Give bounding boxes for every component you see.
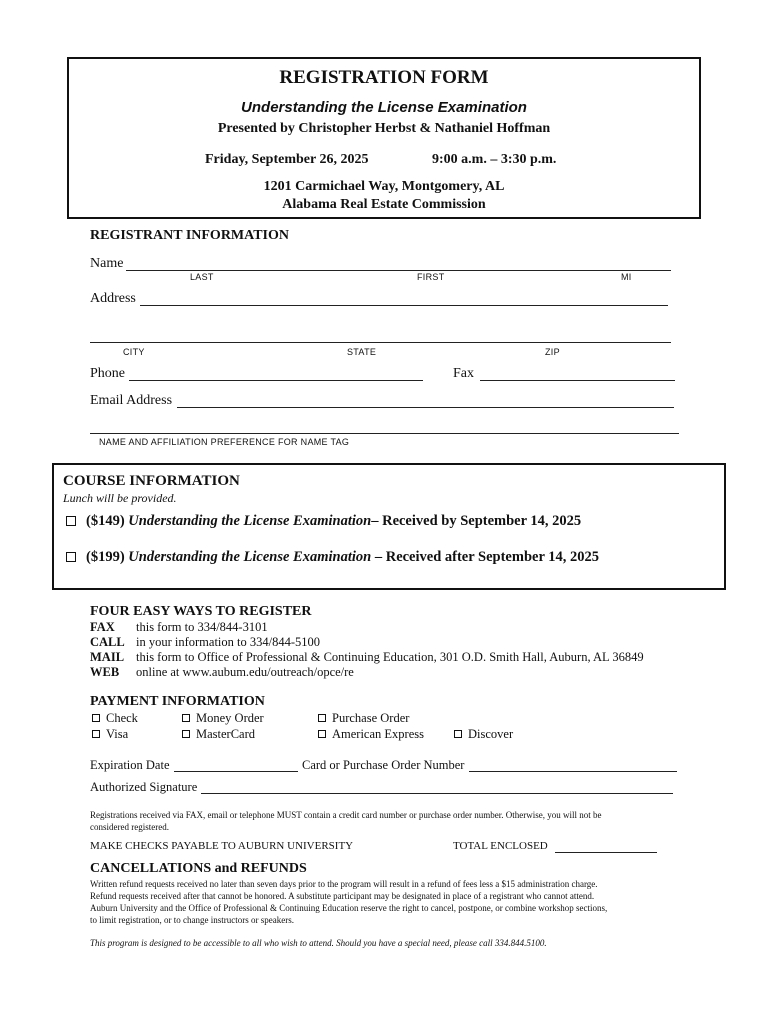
payment-amex[interactable]: American Express xyxy=(318,727,424,742)
expiration-field[interactable] xyxy=(174,771,298,772)
state-caption: STATE xyxy=(347,347,377,357)
phone-field[interactable] xyxy=(129,380,423,381)
signature-label: Authorized Signature xyxy=(90,780,198,794)
email-field[interactable] xyxy=(177,407,674,408)
total-enclosed-label: TOTAL ENCLOSED xyxy=(453,840,548,852)
address-field[interactable] xyxy=(140,305,668,306)
cancellation-line-1: Written refund requests received no later than seven days prior to the program will result in a refund of fees less a $15 administration charge. xyxy=(90,879,598,889)
payment-purchase-order[interactable]: Purchase Order xyxy=(318,711,409,726)
accessibility-note: This program is designed to be accessible to all who wish to attend. Should you have a special need, please call 334.844.5100. xyxy=(90,938,547,948)
checkbox-icon[interactable] xyxy=(92,714,100,722)
course-option-199[interactable]: ($199) Understanding the License Examination – Received after September 14, 2025 xyxy=(66,549,599,566)
method-fax-label: FAX xyxy=(90,620,115,634)
registrant-heading: REGISTRANT INFORMATION xyxy=(90,228,290,243)
payment-check[interactable]: Check xyxy=(92,711,138,726)
phone-label: Phone xyxy=(90,366,125,381)
event-time: 9:00 a.m. – 3:30 p.m. xyxy=(432,152,557,167)
fax-field[interactable] xyxy=(480,380,675,381)
payment-note: Registrations received via FAX, email or telephone MUST contain a credit card number or purchase order number. Otherwise, you will not be xyxy=(90,810,602,820)
lunch-note: Lunch will be provided. xyxy=(63,491,177,505)
checkbox-icon[interactable] xyxy=(66,552,76,562)
course-box xyxy=(52,463,726,590)
mi-caption: MI xyxy=(621,272,632,282)
city-state-zip-field[interactable] xyxy=(90,342,671,343)
method-call-label: CALL xyxy=(90,635,125,649)
course-subtitle: Understanding the License Examination xyxy=(241,99,527,116)
cancellation-line-2: Refund requests received after that cannot be honored. A substitute participant may be designated in place of a registrant who cannot attend. xyxy=(90,891,595,901)
course-heading: COURSE INFORMATION xyxy=(63,473,240,489)
method-web-text: online at www.aubum.edu/outreach/opce/re xyxy=(136,665,354,679)
nametag-caption: NAME AND AFFILIATION PREFERENCE FOR NAME TAG xyxy=(99,437,350,447)
cancellation-line-4: to limit registration, or to change instructors or speakers. xyxy=(90,915,294,925)
card-number-label: Card or Purchase Order Number xyxy=(302,758,465,772)
event-date: Friday, September 26, 2025 xyxy=(205,152,369,167)
payment-heading: PAYMENT INFORMATION xyxy=(90,694,265,709)
checkbox-icon[interactable] xyxy=(66,516,76,526)
address-label: Address xyxy=(90,291,136,306)
checkbox-icon[interactable] xyxy=(182,714,190,722)
checkbox-icon[interactable] xyxy=(182,730,190,738)
presenters: Presented by Christopher Herbst & Nathaniel Hoffman xyxy=(217,121,551,136)
expiration-label: Expiration Date xyxy=(90,758,170,772)
name-label: Name xyxy=(90,256,124,271)
checkbox-icon[interactable] xyxy=(318,714,326,722)
cancellations-heading: CANCELLATIONS and REFUNDS xyxy=(90,861,307,876)
payment-visa[interactable]: Visa xyxy=(92,727,128,742)
first-caption: FIRST xyxy=(417,272,445,282)
city-caption: CITY xyxy=(123,347,145,357)
venue-name: Alabama Real Estate Commission xyxy=(282,197,486,212)
total-enclosed-field[interactable] xyxy=(555,852,657,853)
checkbox-icon[interactable] xyxy=(92,730,100,738)
fax-label: Fax xyxy=(453,366,474,381)
name-field[interactable] xyxy=(126,270,671,271)
method-mail-label: MAIL xyxy=(90,650,125,664)
nametag-field[interactable] xyxy=(90,433,679,434)
venue-address: 1201 Carmichael Way, Montgomery, AL xyxy=(263,179,505,194)
method-mail-text: this form to Office of Professional & Continuing Education, 301 O.D. Smith Hall, Auburn, AL 36849 xyxy=(136,650,644,664)
payment-note-2: considered registered. xyxy=(90,822,169,832)
checkbox-icon[interactable] xyxy=(454,730,462,738)
method-call-text: in your information to 334/844-5100 xyxy=(136,635,321,649)
course-option-149[interactable]: ($149) Understanding the License Examination– Received by September 14, 2025 xyxy=(66,513,581,530)
email-label: Email Address xyxy=(90,393,173,408)
signature-field[interactable] xyxy=(201,793,673,794)
zip-caption: ZIP xyxy=(545,347,560,357)
method-fax-text: this form to 334/844-3101 xyxy=(136,620,268,634)
payment-discover[interactable]: Discover xyxy=(454,727,513,742)
cancellation-line-3: Auburn University and the Office of Professional & Continuing Education reserve the right to cancel, postpone, or combine workshop sections, xyxy=(90,903,608,913)
card-number-field[interactable] xyxy=(469,771,677,772)
register-heading: FOUR EASY WAYS TO REGISTER xyxy=(90,604,312,619)
checks-payable: MAKE CHECKS PAYABLE TO AUBURN UNIVERSITY xyxy=(90,840,354,852)
last-caption: LAST xyxy=(190,272,214,282)
payment-money-order[interactable]: Money Order xyxy=(182,711,264,726)
method-web-label: WEB xyxy=(90,665,120,679)
checkbox-icon[interactable] xyxy=(318,730,326,738)
header-box xyxy=(67,57,701,219)
form-title: REGISTRATION FORM xyxy=(279,67,489,88)
payment-mastercard[interactable]: MasterCard xyxy=(182,727,255,742)
